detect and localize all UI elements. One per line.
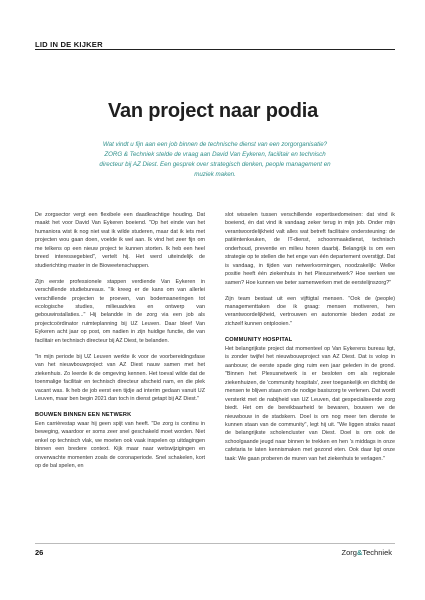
paragraph: slot wisselen tussen verschillende expertisedomeinen: dat vind ik boeiend, én dat vind ik vandaag zeker terug in mijn job. Onder mijn verantwoordelijkheid valt alles wat betreft facilitaire ondersteuning: de patiëntenkeuken, de IT-dienst, schoonmaakdienst, technisch onderhoud, preventie en milieu horen daarbij. Belangrijk is om een strategie op te stellen die het enge van één departement overstijgt. Dat is vandaag, in tijden van netwerkvormingen, noodzakelijk: Welke positie heeft één ziekenhuis in het Plexusnetwerk? Hoe werken we samen? Hoe kunnen we beter samenwerken met de eerstelijnszorg?": [225, 212, 395, 286]
section-label: LID IN DE KIJKER: [35, 40, 103, 49]
paragraph: De zorgsector vergt een flexibele een daadkrachtige houding. Dat maakt het voor David Van Eykeren boeiend. "Op het einde van het humaniora wist ik nog niet wat ik wilde studeren, maar dat ik iets met projecten wou gaan doen, voelde ik wel aan. Ik vind het zeer fijn om me telkens op een nieuw project te kunnen storten. Ik heb een heel breed interessegebied", vertelt hij. Het werd uiteindelijk de studierichting master in de Bioweetenschappen.: [35, 212, 205, 269]
section-heading: COMMUNITY HOSPITAL: [225, 336, 293, 343]
section-heading: BOUWEN BINNEN EEN NETWERK: [35, 412, 132, 419]
page-number: 26: [35, 548, 44, 557]
brand-ampersand: &: [356, 548, 363, 557]
article-title: Van project naar podia: [107, 100, 319, 122]
brand-logo: [342, 548, 392, 557]
brand-name: Zorg: [341, 548, 357, 557]
footer-divider: [35, 543, 395, 544]
article-intro: Wat vindt u fijn aan een job binnen de technische dienst van een zorgorganisatie? ZORG & Techniek stelde de vraag aan David Van Eykeren, facilitair en technisch directeur bij AZ Diest. Een gesprek over strategisch denken, people management en muziek maken.: [99, 141, 331, 179]
paragraph: Zijn eerste professionele stappen verdiende Van Eykeren in verschillende studiebureaus. "Ik kreeg er de kans om van allerlei verschillende projecten te proeven, van bodemsaneringen tot ecologische studies, milieuadvies en ontwerp van gebouwinstallaties..." Hij belandde in de zorg via een job als projectcoördinator ruimteplanning bij UZ Leuven. Daar bleef Van Eykeren acht jaar op post, om nadien in zijn huidige functie, die van facilitair en technisch directeur bij AZ Diest, te belanden.: [35, 278, 205, 344]
top-divider: [35, 49, 395, 50]
brand-name: Techniek: [362, 548, 392, 557]
right-column: [225, 211, 395, 471]
paragraph: Een carrièrestap waar hij geen spijt van heeft. "De zorg is continu in beweging, waardoor er soms zeer snel geschakeld moet worden. Niet enkel op technisch vlak, we moeten ook vaak inspelen op uitdagingen binnen een bredere context. Kijk maar naar wetswijzigingen en onverwachte momenten zoals de coronaperiode. Snel schakelen, kort op de bal spelen, en: [35, 421, 205, 470]
left-column: [35, 211, 205, 478]
paragraph: "In mijn periode bij UZ Leuven werkte ik voor de voorbereidingsfase van het nieuwbouwproject van AZ Diest nauw samen met het ziekenhuis. Zo leerde ik de omgeving kennen. Het toeval wilde dat de toenmalige facilitair en technisch directeur afscheid nam, en die plek vacant was. Ik heb de job eerst een tijdje ad interim gedaan vanuit UZ Leuven, maar ben begin 2021 dan toch in dienst getapt bij AZ Diest.": [35, 353, 205, 403]
paragraph: Zijn team bestaat uit een vijftigtal mensen. "Ook de (people) managementtaken doe ik graag: mensen motiveren, hen verantwoordelijkheid, vertrouwen en autonomie bieden zodat ze zichzelf kunnen ontplooien.": [225, 295, 395, 327]
paragraph: Het belangrijkste project dat momenteel op Van Eykerens bureau ligt, is zonder twijfel het nieuwbouwproject van AZ Diest. Dat is volop in aanbouw; de eerste spade ging ruim een jaar geleden in de grond. "Binnen het Plexusnetwerk is er besloten om als regionale ziekenhuizen, de 'community hospitals', zeer toegankelijk en dichtbij de mensen te blijven staan om de nodige basiszorg te verlenen. Dat wordt versterkt met de nabijheid van UZ Leuven, dat gespecialiseerde zorg biedt. Het om de bereikbaarheid te bewaren, bouwen we de nieuwbouw in de stadskern. Doel is om nog meer ten dienste te kunnen staan van de community", legt hij uit. "We liggen straks naast de belangrijkste scholencluster van Diest. Doel is om ook de schoolgaande jeugd naar binnen te trekken en hen 's middags in onze cafetaria te laten kennismaken met gezond eten. Ook daar ligt onze taak: We gaan proberen de muren van het ziekenhuis te verlagen.": [225, 345, 395, 462]
